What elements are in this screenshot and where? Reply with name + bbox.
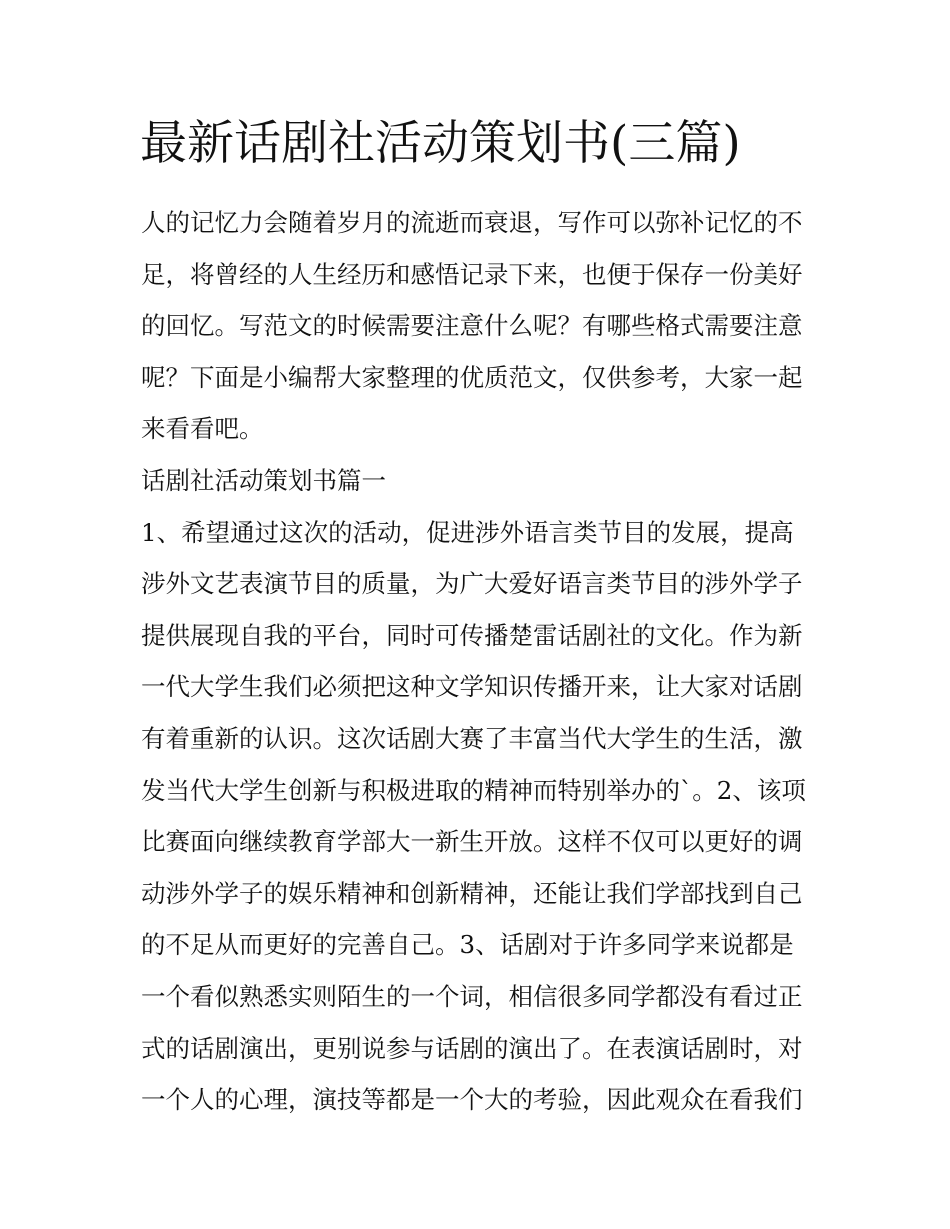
document-body [141, 197, 813, 1126]
text-line: 涉外文艺表演节目的质量，为广大爱好语言类节目的涉外学子 [141, 569, 803, 599]
text-line: 的回忆。写范文的时候需要注意什么呢？有哪些格式需要注意 [141, 311, 803, 341]
section-heading: 话剧社活动策划书篇一 [141, 465, 386, 495]
text-line: 一代大学生我们必须把这种文学知识传播开来，让大家对话剧 [141, 672, 803, 702]
text-line: 呢？下面是小编帮大家整理的优质范文，仅供参考，大家一起 [141, 362, 803, 392]
text-line: 一个看似熟悉实则陌生的一个词，相信很多同学都没有看过正 [141, 981, 803, 1011]
text-line: 的不足从而更好的完善自己。3、话剧对于许多同学来说都是 [141, 930, 794, 960]
text-line: 动涉外学子的娱乐精神和创新精神，还能让我们学部找到自己 [141, 878, 803, 908]
document-title: 最新话剧社活动策划书(三篇) [140, 116, 741, 171]
text-line: 式的话剧演出，更别说参与话剧的演出了。在表演话剧时，对 [141, 1033, 803, 1063]
text-line: 人的记忆力会随着岁月的流逝而衰退，写作可以弥补记忆的不 [141, 208, 803, 237]
text-line: 来看看吧。 [141, 414, 264, 444]
text-line: 提供展现自我的平台，同时可传播楚雷话剧社的文化。作为新 [141, 620, 803, 650]
text-line: 有着重新的认识。这次话剧大赛了丰富当代大学生的生活，激 [141, 723, 803, 753]
text-line: 比赛面向继续教育学部大一新生开放。这样不仅可以更好的调 [141, 827, 803, 857]
text-line: 一个人的心理，演技等都是一个大的考验，因此观众在看我们 [141, 1085, 803, 1115]
text-line: 足，将曾经的人生经历和感悟记录下来，也便于保存一份美好 [141, 259, 803, 289]
text-line: 发当代大学生创新与积极进取的精神而特别举办的`。2、该项 [141, 775, 806, 805]
text-line: 1、希望通过这次的活动，促进涉外语言类节目的发展，提高 [141, 517, 794, 547]
